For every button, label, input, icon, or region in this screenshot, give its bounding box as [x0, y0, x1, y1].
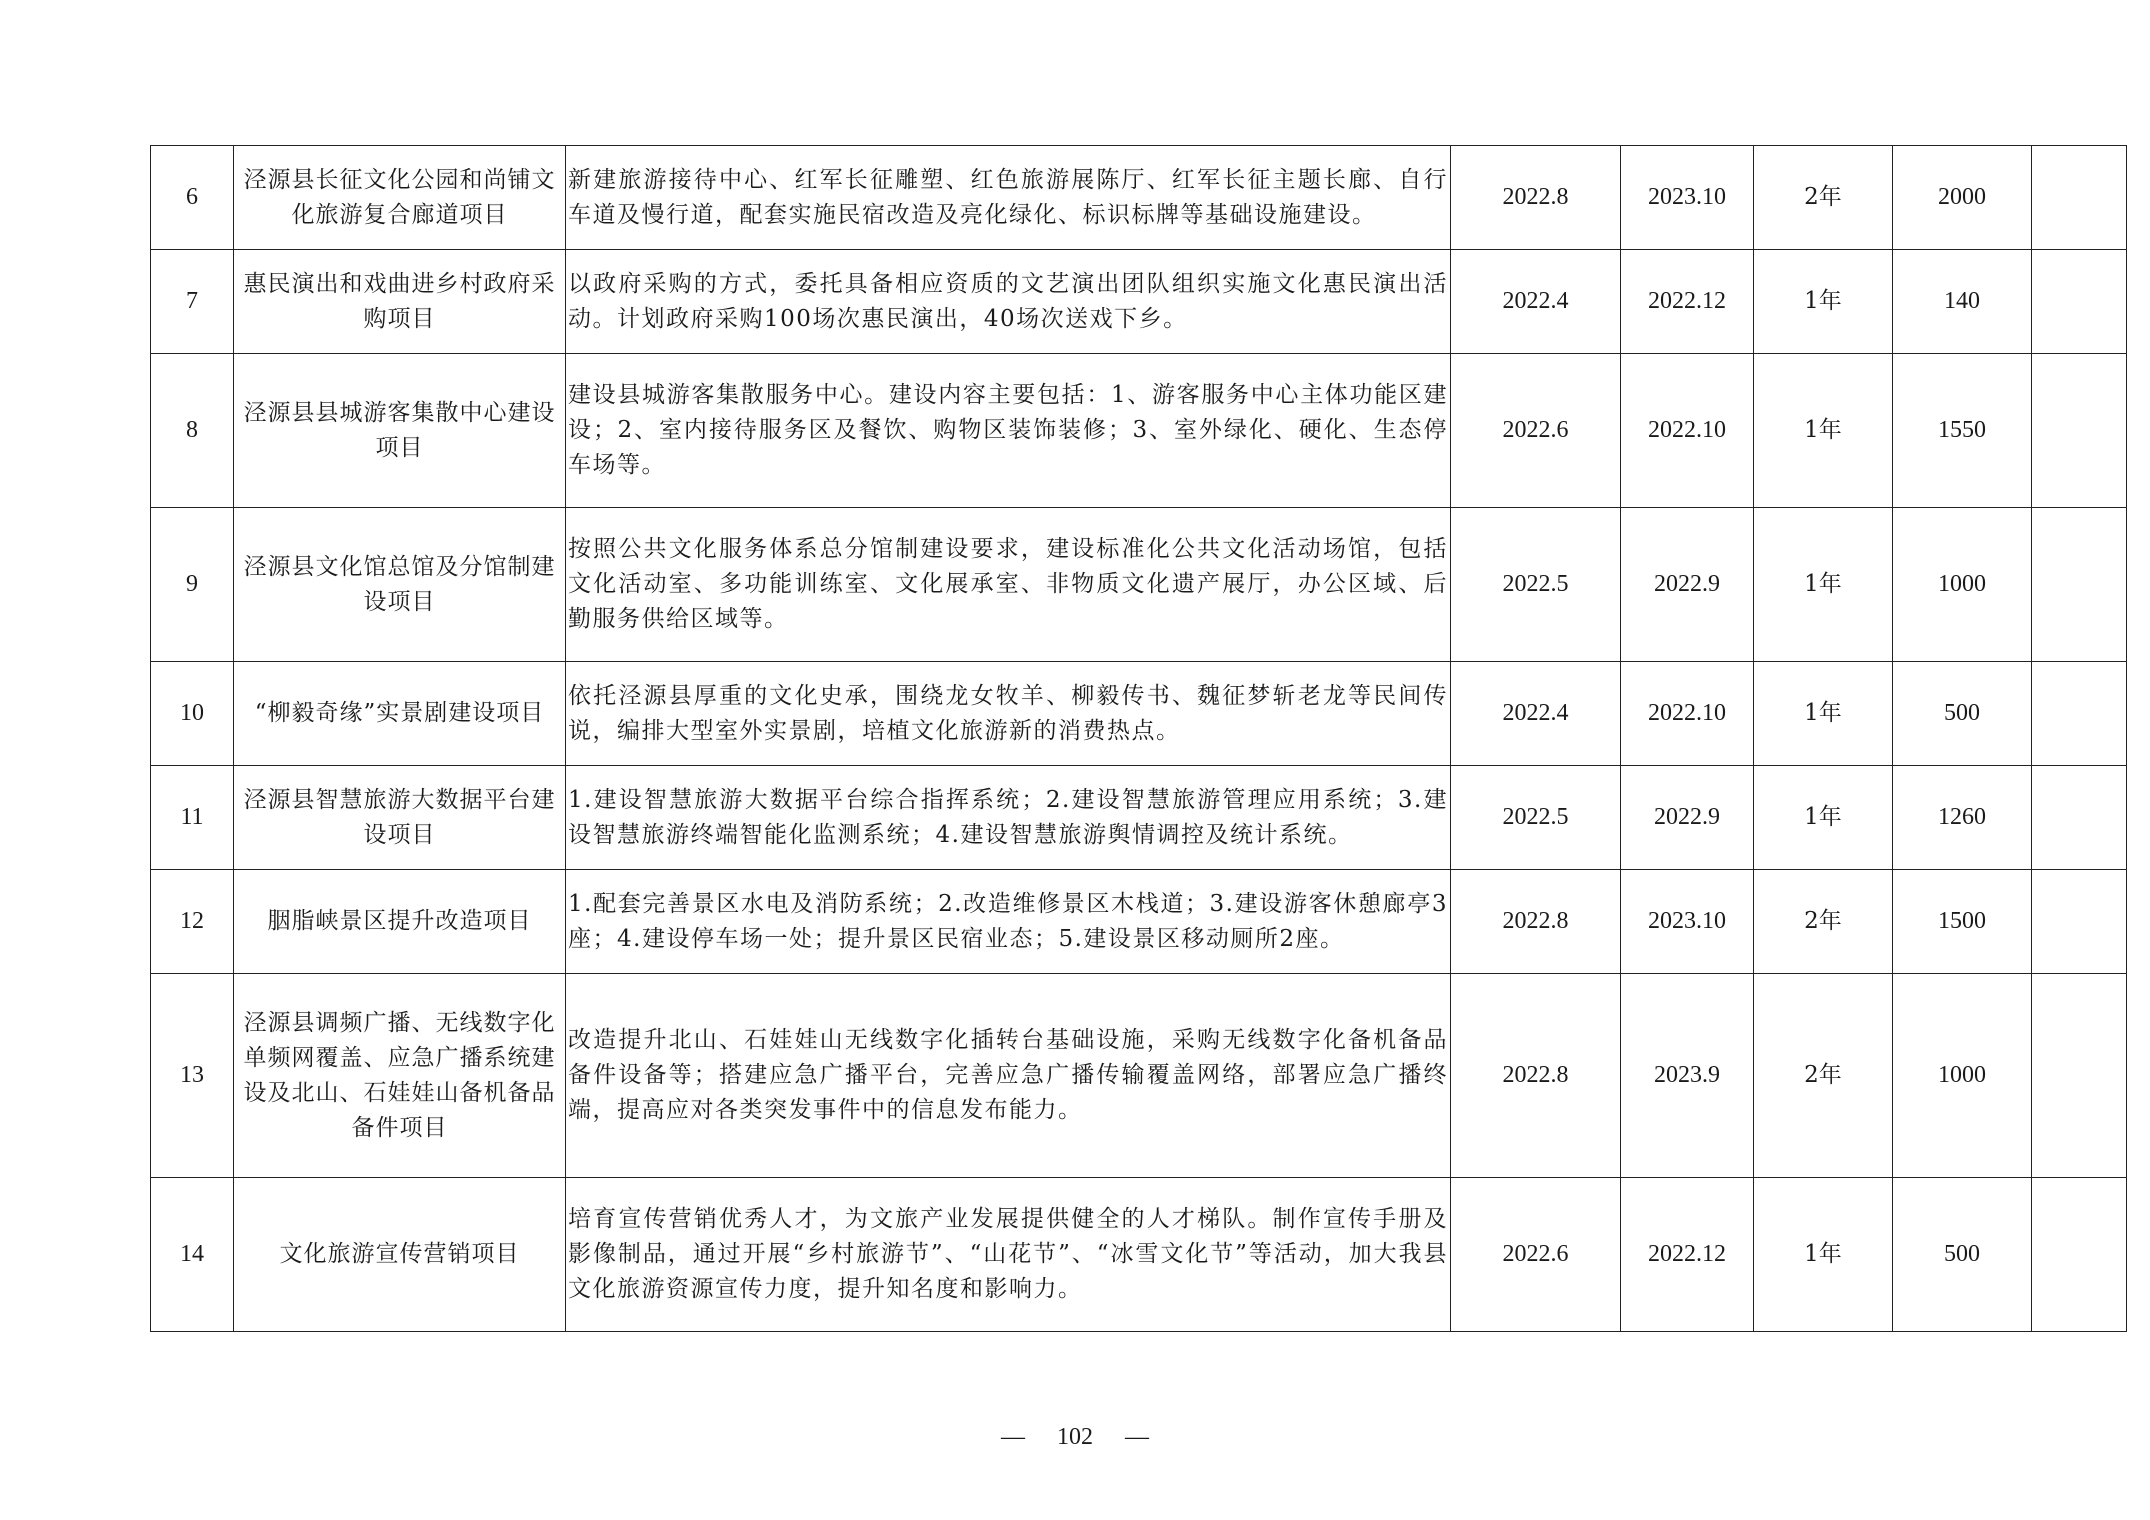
end-date-cell: 2022.12 [1621, 1178, 1754, 1332]
start-date-cell: 2022.5 [1451, 766, 1621, 870]
table-row [151, 354, 2127, 508]
row-number-cell: 6 [151, 146, 234, 250]
start-date-cell: 2022.8 [1451, 146, 1621, 250]
table-row [151, 766, 2127, 870]
table-body [151, 146, 2127, 1332]
remark-cell [2032, 766, 2127, 870]
end-date-cell: 2022.12 [1621, 250, 1754, 354]
investment-cell: 1550 [1893, 354, 2032, 508]
duration-cell: 2年 [1754, 146, 1893, 250]
project-name-cell: 泾源县文化馆总馆及分馆制建设项目 [234, 508, 566, 662]
project-content-cell: 培育宣传营销优秀人才，为文旅产业发展提供健全的人才梯队。制作宣传手册及影像制品，通过开展“乡村旅游节”、“山花节”、“冰雪文化节”等活动，加大我县文化旅游资源宣传力度，提升知名度和影响力。 [566, 1178, 1451, 1332]
project-name-cell: 文化旅游宣传营销项目 [234, 1178, 566, 1332]
end-date-cell: 2022.9 [1621, 508, 1754, 662]
table-row [151, 974, 2127, 1178]
duration-cell: 1年 [1754, 250, 1893, 354]
duration-cell: 1年 [1754, 766, 1893, 870]
table-row [151, 662, 2127, 766]
duration-cell: 2年 [1754, 974, 1893, 1178]
start-date-cell: 2022.4 [1451, 662, 1621, 766]
footer-dash-right: — [1125, 1424, 1149, 1450]
row-number-cell: 14 [151, 1178, 234, 1332]
row-number-cell: 12 [151, 870, 234, 974]
row-number-cell: 10 [151, 662, 234, 766]
row-number-cell: 8 [151, 354, 234, 508]
row-number-cell: 11 [151, 766, 234, 870]
project-content-cell: 以政府采购的方式，委托具备相应资质的文艺演出团队组织实施文化惠民演出活动。计划政府采购100场次惠民演出，40场次送戏下乡。 [566, 250, 1451, 354]
investment-cell: 140 [1893, 250, 2032, 354]
start-date-cell: 2022.8 [1451, 870, 1621, 974]
table-row [151, 1178, 2127, 1332]
start-date-cell: 2022.6 [1451, 1178, 1621, 1332]
project-content-cell: 改造提升北山、石娃娃山无线数字化插转台基础设施，采购无线数字化备机备品备件设备等；搭建应急广播平台，完善应急广播传输覆盖网络，部署应急广播终端，提高应对各类突发事件中的信息发布能力。 [566, 974, 1451, 1178]
project-name-cell: 惠民演出和戏曲进乡村政府采购项目 [234, 250, 566, 354]
footer-dash-left: — [1001, 1424, 1025, 1450]
start-date-cell: 2022.4 [1451, 250, 1621, 354]
remark-cell [2032, 508, 2127, 662]
end-date-cell: 2022.10 [1621, 354, 1754, 508]
investment-cell: 500 [1893, 1178, 2032, 1332]
project-content-cell: 1.建设智慧旅游大数据平台综合指挥系统；2.建设智慧旅游管理应用系统；3.建设智慧旅游终端智能化监测系统；4.建设智慧旅游舆情调控及统计系统。 [566, 766, 1451, 870]
remark-cell [2032, 870, 2127, 974]
investment-cell: 500 [1893, 662, 2032, 766]
duration-cell: 2年 [1754, 870, 1893, 974]
remark-cell [2032, 250, 2127, 354]
investment-cell: 2000 [1893, 146, 2032, 250]
investment-cell: 1260 [1893, 766, 2032, 870]
remark-cell [2032, 1178, 2127, 1332]
duration-cell: 1年 [1754, 508, 1893, 662]
page-footer [0, 1424, 2150, 1451]
remark-cell [2032, 662, 2127, 766]
end-date-cell: 2022.9 [1621, 766, 1754, 870]
project-name-cell: 泾源县智慧旅游大数据平台建设项目 [234, 766, 566, 870]
project-table [150, 145, 2127, 1332]
duration-cell: 1年 [1754, 354, 1893, 508]
duration-cell: 1年 [1754, 1178, 1893, 1332]
remark-cell [2032, 974, 2127, 1178]
end-date-cell: 2022.10 [1621, 662, 1754, 766]
project-name-cell: 泾源县调频广播、无线数字化单频网覆盖、应急广播系统建设及北山、石娃娃山备机备品备件项目 [234, 974, 566, 1178]
remark-cell [2032, 354, 2127, 508]
table-row [151, 508, 2127, 662]
investment-cell: 1000 [1893, 974, 2032, 1178]
duration-cell: 1年 [1754, 662, 1893, 766]
page-number: 102 [1057, 1424, 1093, 1450]
start-date-cell: 2022.5 [1451, 508, 1621, 662]
start-date-cell: 2022.8 [1451, 974, 1621, 1178]
project-content-cell: 依托泾源县厚重的文化史承，围绕龙女牧羊、柳毅传书、魏征梦斩老龙等民间传说，编排大型室外实景剧，培植文化旅游新的消费热点。 [566, 662, 1451, 766]
project-name-cell: 泾源县长征文化公园和尚铺文化旅游复合廊道项目 [234, 146, 566, 250]
project-content-cell: 新建旅游接待中心、红军长征雕塑、红色旅游展陈厅、红军长征主题长廊、自行车道及慢行道，配套实施民宿改造及亮化绿化、标识标牌等基础设施建设。 [566, 146, 1451, 250]
project-content-cell: 按照公共文化服务体系总分馆制建设要求，建设标准化公共文化活动场馆，包括文化活动室、多功能训练室、文化展承室、非物质文化遗产展厅，办公区域、后勤服务供给区域等。 [566, 508, 1451, 662]
end-date-cell: 2023.10 [1621, 870, 1754, 974]
start-date-cell: 2022.6 [1451, 354, 1621, 508]
project-name-cell: “柳毅奇缘”实景剧建设项目 [234, 662, 566, 766]
project-name-cell: 胭脂峡景区提升改造项目 [234, 870, 566, 974]
end-date-cell: 2023.9 [1621, 974, 1754, 1178]
table-row [151, 870, 2127, 974]
row-number-cell: 7 [151, 250, 234, 354]
row-number-cell: 9 [151, 508, 234, 662]
project-content-cell: 建设县城游客集散服务中心。建设内容主要包括：1、游客服务中心主体功能区建设；2、室内接待服务区及餐饮、购物区装饰装修；3、室外绿化、硬化、生态停车场等。 [566, 354, 1451, 508]
table-row [151, 250, 2127, 354]
row-number-cell: 13 [151, 974, 234, 1178]
remark-cell [2032, 146, 2127, 250]
project-name-cell: 泾源县县城游客集散中心建设项目 [234, 354, 566, 508]
investment-cell: 1500 [1893, 870, 2032, 974]
project-content-cell: 1.配套完善景区水电及消防系统；2.改造维修景区木栈道；3.建设游客休憩廊亭3座；4.建设停车场一处；提升景区民宿业态；5.建设景区移动厕所2座。 [566, 870, 1451, 974]
end-date-cell: 2023.10 [1621, 146, 1754, 250]
investment-cell: 1000 [1893, 508, 2032, 662]
table-row [151, 146, 2127, 250]
